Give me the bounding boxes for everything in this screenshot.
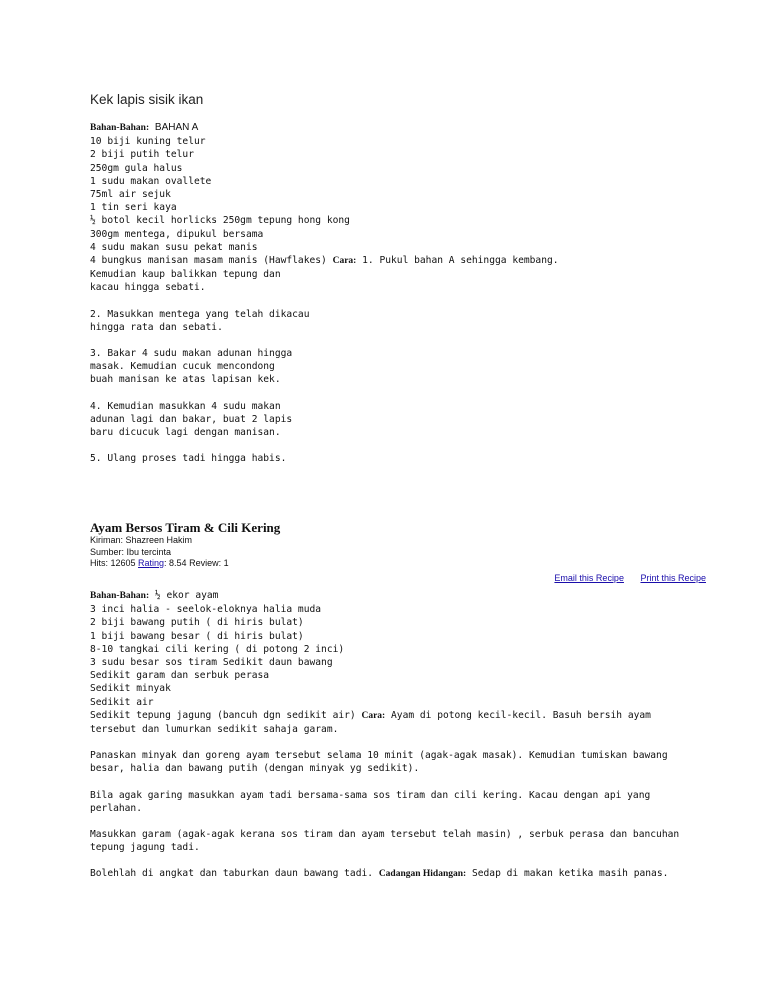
step-line: hingga rata dan sebati. xyxy=(90,321,223,333)
email-recipe-link[interactable]: Email this Recipe xyxy=(554,573,624,583)
print-recipe-link[interactable]: Print this Recipe xyxy=(640,573,706,583)
step-5 xyxy=(90,452,690,465)
rating-link[interactable]: Rating xyxy=(138,558,165,568)
ingredient-line: 3 inci halia - seelok-eloknya halia muda xyxy=(90,604,322,616)
step-text: 1. Pukul bahan A sehingga kembang. xyxy=(362,255,559,267)
recipe1-ingredients-heading xyxy=(90,121,690,135)
ingredient-line-with-method xyxy=(90,254,690,268)
recipe2-meta xyxy=(90,535,690,570)
step-line: kacau hingga sebati. xyxy=(90,282,206,294)
sumber-text: Sumber: Ibu tercinta xyxy=(90,546,172,557)
step-line: baru dicucuk lagi dengan manisan. xyxy=(90,427,281,439)
step-2 xyxy=(90,308,690,334)
ingredient-line: 1 biji bawang besar ( di hiris bulat) xyxy=(90,630,304,642)
step-line: masak. Kemudian cucuk mencondong xyxy=(90,361,275,373)
method-paragraph: Masukkan garam (agak-agak kerana sos tiram dan ayam tersebut telah masin) , serbuk perasa dan bancuhan tepung jagung tadi. xyxy=(90,829,680,854)
ingredient-line: 10 biji kuning telur xyxy=(90,136,206,148)
step-line: buah manisan ke atas lapisan kek. xyxy=(90,374,281,386)
ingredient-line: 2 biji bawang putih ( di hiris bulat) xyxy=(90,617,304,629)
recipe1-title: Kek lapis sisik ikan xyxy=(90,92,204,107)
ingredient-text: 4 bungkus manisan masam manis (Hawflakes) xyxy=(90,255,327,267)
method-text: Ayam di potong kecil-kecil. Basuh bersih ayam tersebut dan lumurkan sedikit sahaja garam. xyxy=(90,709,651,736)
ingredients-label: Bahan-Bahan: xyxy=(90,123,150,133)
ingredient-line-with-method xyxy=(90,709,690,736)
ingredient-line: 4 sudu makan susu pekat manis xyxy=(90,241,258,253)
step-4 xyxy=(90,400,690,440)
method-label: Cara: xyxy=(332,256,357,267)
step-line: 5. Ulang proses tadi hingga habis. xyxy=(90,453,287,465)
ingredient-line: Sedikit garam dan serbuk perasa xyxy=(90,670,270,682)
ingredient-text: Sedikit tepung jagung (bancuh dgn sedikit air) xyxy=(90,709,356,721)
ingredient-line: Sedikit air xyxy=(90,696,154,708)
method-text: Bolehlah di angkat dan taburkan daun bawang tadi. xyxy=(90,868,374,880)
ingredient-line: 2 biji putih telur xyxy=(90,149,194,161)
method-label: Cara: xyxy=(361,710,386,721)
ingredient-line: 3 sudu besar sos tiram Sedikit daun bawang xyxy=(90,657,333,669)
method-paragraph: Panaskan minyak dan goreng ayam tersebut selama 10 minit (agak-agak masak). Kemudian tumiskan bawang besar, halia dan bawang putih (dengan minyak yg sedikit). xyxy=(90,750,668,775)
serving-text: Sedap di makan ketika masih panas. xyxy=(471,868,669,880)
step-line: Kemudian kaup balikkan tepung dan xyxy=(90,269,281,281)
final-paragraph xyxy=(90,867,690,881)
kiriman-text: Kiriman: Shazreen Hakim xyxy=(90,535,193,545)
recipe-actions xyxy=(540,573,706,583)
step-3 xyxy=(90,347,690,387)
rating-value-text: : 8.54 Review: 1 xyxy=(164,558,229,568)
recipe2-body xyxy=(90,589,690,882)
ingredient-line: 1 sudu makan ovallete xyxy=(90,175,212,187)
ingredient-line: ½ botol kecil horlicks 250gm tepung hong kong xyxy=(90,215,350,227)
step-line: 3. Bakar 4 sudu makan adunan hingga xyxy=(90,348,293,360)
step-line: 2. Masukkan mentega yang telah dikacau xyxy=(90,308,310,320)
hits-text: Hits: 12605 xyxy=(90,558,139,568)
ingredient-text: ½ ekor ayam xyxy=(154,590,219,601)
ingredient-line: 300gm mentega, dipukul bersama xyxy=(90,228,264,240)
ingredient-line: 8-10 tangkai cili kering ( di potong 2 inci) xyxy=(90,643,345,655)
ingredient-line: Sedikit minyak xyxy=(90,683,171,695)
recipe2-title: Ayam Bersos Tiram & Cili Kering xyxy=(90,520,281,535)
step-line: adunan lagi dan bakar, buat 2 lapis xyxy=(90,413,293,425)
serving-label: Cadangan Hidangan: xyxy=(378,869,467,880)
method-paragraph: Bila agak garing masukkan ayam tadi bersama-sama sos tiram dan cili kering. Kacau dengan api yang perlahan. xyxy=(90,789,651,814)
recipe2-ingredients-heading xyxy=(90,589,690,603)
ingredients-group-header: BAHAN A xyxy=(154,122,199,133)
ingredient-line: 75ml air sejuk xyxy=(90,189,171,201)
ingredients-label: Bahan-Bahan: xyxy=(90,591,150,601)
recipe1-body xyxy=(90,121,690,478)
step-line: 4. Kemudian masukkan 4 sudu makan xyxy=(90,400,281,412)
hits-rating-line xyxy=(90,558,690,570)
ingredient-line: 1 tin seri kaya xyxy=(90,202,177,214)
ingredient-line: 250gm gula halus xyxy=(90,162,183,174)
